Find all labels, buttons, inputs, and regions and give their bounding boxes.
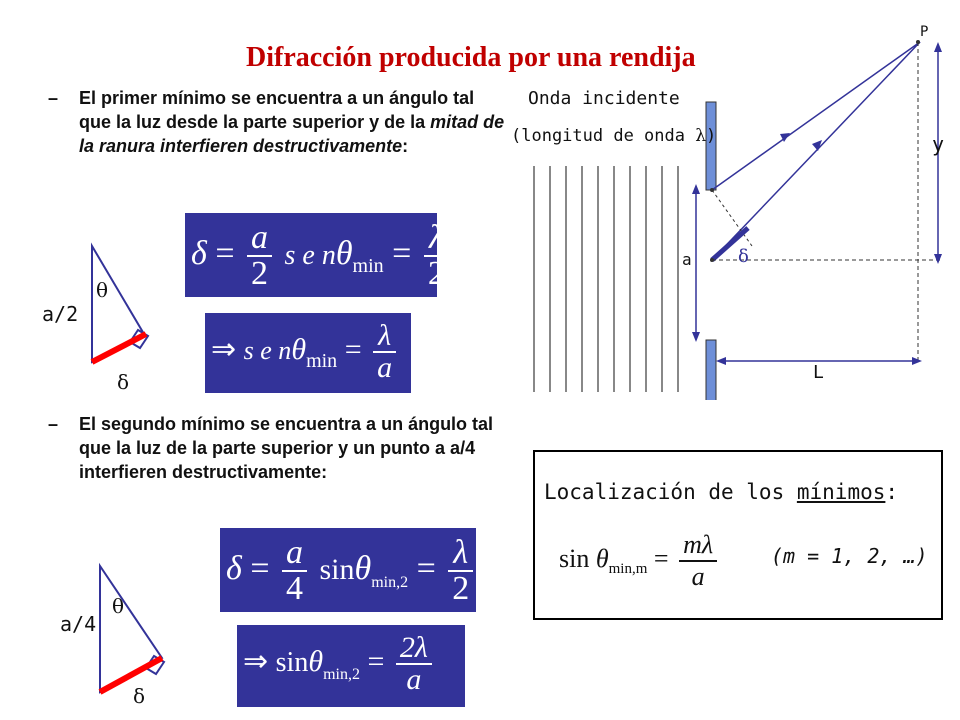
- equation-box-1: [185, 213, 445, 297]
- slit-width-label: a: [682, 250, 692, 269]
- triangle-diagram-1: [80, 238, 170, 368]
- wavelength-label-part: ): [706, 126, 717, 146]
- bullet-text: [79, 86, 509, 158]
- triangle1-angle-label: θ: [96, 278, 109, 302]
- eq-symbol: =: [215, 234, 235, 272]
- wavelength-label-part: (longitud de onda: [511, 126, 696, 146]
- eq-symbol: min: [352, 254, 384, 277]
- equation-box-3: [220, 528, 476, 612]
- eq-symbol: sin: [559, 543, 590, 573]
- eq-symbol: δ: [226, 549, 242, 587]
- bullet-dash: –: [48, 414, 59, 434]
- eq-symbol: min,2: [323, 665, 360, 683]
- eq-symbol: =: [250, 549, 270, 587]
- triangle1-side-label: a/2: [42, 302, 79, 326]
- bullet-dash: –: [48, 88, 59, 108]
- slit-diffraction-diagram: [520, 20, 950, 400]
- distance-l-label: L: [813, 362, 824, 383]
- eq-symbol: ⇒: [243, 644, 269, 678]
- bullet-text-part: El primer mínimo se encuentra a un ángulo tal que la luz desde la parte superior y de la: [79, 88, 475, 132]
- incident-wavefronts: [534, 166, 678, 392]
- wavelength-label: [511, 126, 716, 146]
- slit-barrier-top: [706, 102, 716, 190]
- eq-symbol: 2λ: [399, 631, 428, 664]
- minima-heading-underlined: mínimos: [796, 480, 886, 504]
- eq-symbol: =: [392, 234, 412, 272]
- point-p-label: P: [920, 24, 929, 40]
- eq-fraction: [424, 221, 449, 291]
- wave-label: Onda incidente: [528, 88, 680, 109]
- minima-heading-part: :: [885, 480, 899, 504]
- eq-symbol: 2: [247, 255, 272, 291]
- eq-fraction: [448, 536, 473, 606]
- wavelength-symbol: λ: [695, 126, 707, 146]
- bullet-text-italic: mitad de la ranura interfieren destructivamente: [79, 112, 505, 156]
- equation-box-2: [205, 313, 411, 393]
- eq-symbol: 2: [448, 570, 473, 606]
- eq-symbol: min,m: [608, 560, 648, 577]
- eq-symbol: 2: [424, 255, 449, 291]
- rays: [712, 42, 920, 260]
- triangle2-delta-label: δ: [133, 684, 146, 708]
- eq-symbol: s e n: [284, 239, 336, 271]
- bullet-first-minimum: [48, 86, 518, 186]
- eq-symbol: θ: [335, 234, 353, 272]
- eq-symbol: λ: [378, 319, 392, 352]
- eq-symbol: θ: [291, 332, 307, 366]
- eq-fraction: [396, 633, 432, 695]
- minima-location-box: [533, 450, 943, 620]
- eq-fraction: [373, 321, 396, 383]
- eq-symbol: =: [653, 543, 669, 573]
- triangle1-delta-label: δ: [117, 370, 130, 394]
- eq-symbol: δ: [191, 234, 207, 272]
- eq-symbol: mλ: [683, 530, 714, 559]
- minima-range: (m = 1, 2, …): [771, 544, 928, 568]
- bullet-text-part: :: [402, 136, 409, 156]
- eq-symbol: =: [344, 332, 362, 366]
- eq-symbol: =: [416, 549, 436, 587]
- eq-symbol: ⇒: [211, 332, 237, 366]
- triangle2-angle-label: θ: [112, 594, 125, 618]
- eq-symbol: λ: [453, 534, 469, 571]
- eq-symbol: λ: [428, 219, 444, 256]
- eq-symbol: min: [306, 349, 338, 372]
- minima-heading: [544, 480, 898, 504]
- eq-symbol: a: [373, 351, 396, 383]
- eq-symbol: a: [251, 219, 268, 256]
- eq-symbol: s e n: [243, 335, 292, 365]
- minima-heading-part: Localización de los: [544, 480, 797, 504]
- eq-fraction: [247, 221, 272, 291]
- eq-symbol: sin: [319, 552, 355, 586]
- eq-symbol: θ: [308, 644, 324, 678]
- eq-symbol: 4: [282, 570, 307, 606]
- minima-equation: [559, 530, 721, 592]
- equation-box-4: [237, 625, 465, 707]
- eq-symbol: sin: [275, 646, 309, 678]
- eq-symbol: a: [396, 663, 432, 695]
- path-difference-label: δ: [738, 246, 749, 267]
- eq-symbol: min,2: [371, 573, 409, 591]
- triangle2-side-label: a/4: [60, 612, 97, 636]
- eq-fraction: [679, 530, 717, 592]
- eq-symbol: θ: [595, 543, 609, 573]
- bullet-second-minimum: [48, 412, 518, 512]
- eq-symbol: a: [679, 560, 717, 592]
- page-title: Difracción producida por una rendija: [246, 42, 696, 73]
- eq-symbol: =: [367, 644, 385, 678]
- slit-barrier-bottom: [706, 340, 716, 400]
- eq-symbol: θ: [354, 549, 372, 587]
- bullet-text: El segundo mínimo se encuentra a un ángulo tal que la luz de la parte superior y un punto a a/4 interfieren destructivamente:: [79, 414, 494, 482]
- eq-fraction: [282, 536, 307, 606]
- eq-symbol: a: [286, 534, 303, 571]
- y-label: y: [932, 132, 945, 156]
